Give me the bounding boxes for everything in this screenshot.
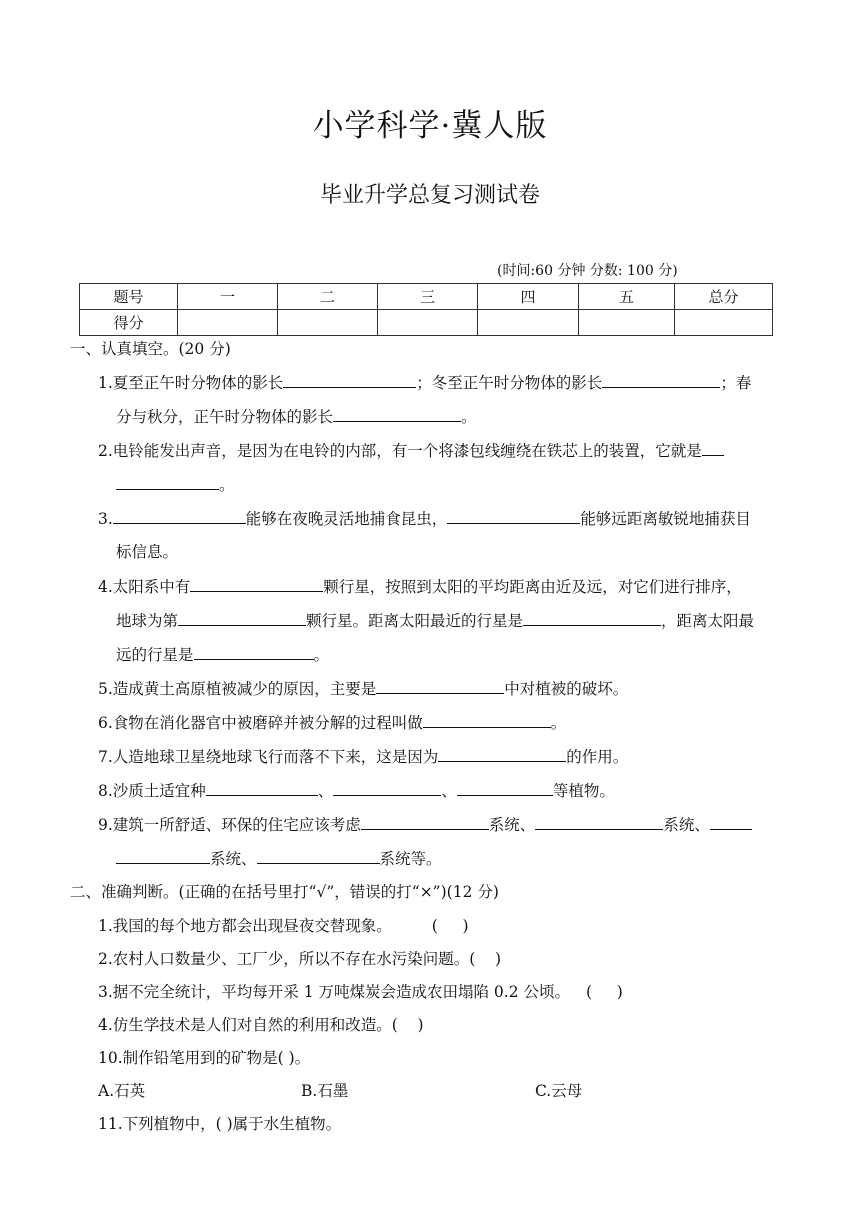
question-text: ；春 [720, 374, 752, 392]
score-cell[interactable] [675, 310, 773, 336]
answer-parentheses[interactable]: ( ) [431, 917, 469, 935]
question-1-line1 [98, 371, 751, 394]
judgement-1 [98, 915, 469, 937]
page-title: 小学科学·冀人版 [312, 108, 548, 144]
choice-10-option-a[interactable]: A.石英 [98, 1082, 146, 1100]
answer-parentheses[interactable]: ( ) [469, 950, 502, 968]
question-3-line2: 标信息。 [116, 543, 179, 561]
score-header-cell: 四 [478, 284, 579, 310]
answer-blank[interactable] [710, 813, 752, 830]
answer-blank[interactable] [113, 507, 246, 524]
question-1-line2 [116, 405, 477, 428]
question-text: 中对植被的破坏。 [504, 680, 629, 698]
question-text: 5.造成黄土高原植被减少的原因，主要是 [98, 680, 377, 698]
question-4-line2 [116, 609, 754, 632]
answer-blank[interactable] [194, 643, 314, 660]
question-text: 。 [219, 476, 235, 494]
question-9-line2 [116, 847, 442, 870]
answer-blank[interactable] [535, 813, 663, 830]
answer-blank[interactable] [190, 575, 323, 592]
page-subtitle: 毕业升学总复习测试卷 [319, 183, 540, 208]
question-text: 8.沙质土适宜种 [98, 782, 206, 800]
question-text: 。 [313, 646, 330, 664]
answer-blank[interactable] [361, 813, 489, 830]
answer-blank[interactable] [283, 371, 416, 388]
answer-parentheses[interactable]: ( ) [391, 1016, 424, 1034]
score-header-cell: 题号 [80, 284, 178, 310]
question-text: ；冬至正午时分物体的影长 [416, 374, 603, 392]
choice-10-option-b[interactable]: B.石墨 [301, 1082, 349, 1100]
answer-blank[interactable] [333, 405, 461, 422]
score-header-cell: 二 [278, 284, 378, 310]
score-cell[interactable] [478, 310, 579, 336]
score-cell[interactable] [378, 310, 478, 336]
answer-blank[interactable] [206, 779, 318, 796]
score-table-score-row [80, 310, 773, 336]
question-text: 能够在夜晚灵活地捕食昆虫， [245, 510, 448, 528]
score-cell[interactable] [178, 310, 278, 336]
answer-blank[interactable] [333, 779, 441, 796]
question-text: 的作用。 [566, 748, 629, 766]
question-text: 颗行星。距离太阳最近的行星是 [306, 612, 524, 630]
answer-blank[interactable] [523, 609, 661, 626]
question-4-line3 [116, 643, 329, 666]
answer-blank[interactable] [376, 677, 504, 694]
score-header-cell: 五 [579, 284, 675, 310]
question-7 [98, 745, 628, 768]
question-text: 、 [441, 782, 457, 800]
question-text: 地球为第 [116, 612, 179, 630]
question-text: 等植物。 [552, 782, 615, 800]
question-text: 分与秋分，正午时分物体的影长 [116, 408, 334, 426]
question-text: 1.我国的每个地方都会出现昼夜交替现象。 [98, 917, 392, 935]
question-text: 。 [461, 408, 477, 426]
score-header-cell: 三 [378, 284, 478, 310]
answer-blank[interactable] [178, 609, 306, 626]
answer-blank[interactable] [702, 439, 724, 456]
score-header-cell: 总分 [675, 284, 773, 310]
score-table [79, 283, 773, 336]
question-text: ，距离太阳最 [661, 612, 755, 630]
question-text: 2.农村人口数量少、工厂少，所以不存在水污染问题。 [98, 950, 470, 968]
question-text: 系统、 [210, 850, 257, 868]
answer-blank[interactable] [116, 847, 210, 864]
question-text: 2.电铃能发出声音，是因为在电铃的内部，有一个将漆包线缠绕在铁芯上的装置，它就是 [98, 442, 702, 460]
question-3-line1 [98, 507, 751, 530]
question-9-line1 [98, 813, 752, 836]
answer-blank[interactable] [457, 779, 553, 796]
question-5 [98, 677, 628, 700]
question-2-line1 [98, 439, 724, 462]
question-text: 4.太阳系中有 [98, 578, 191, 596]
question-4-line1 [98, 575, 742, 598]
question-text: 9.建筑一所舒适、环保的住宅应该考虑 [98, 816, 361, 834]
question-text: 。 [550, 714, 567, 732]
choice-11: 11.下列植物中，( )属于水生植物。 [98, 1115, 342, 1133]
section1-heading: 一、认真填空。(20 分) [70, 340, 231, 358]
answer-parentheses[interactable]: ( ) [586, 983, 623, 1001]
score-cell[interactable] [579, 310, 675, 336]
answer-blank[interactable] [423, 711, 551, 728]
answer-blank[interactable] [447, 507, 580, 524]
exam-meta: (时间:60 分钟 分数: 100 分) [497, 263, 678, 279]
question-text: 4.仿生学技术是人们对自然的利用和改造。 [98, 1016, 392, 1034]
question-text: 、 [317, 782, 334, 800]
score-header-cell: 一 [178, 284, 278, 310]
answer-blank[interactable] [257, 847, 380, 864]
score-table-header-row [80, 284, 773, 310]
question-text: 1.夏至正午时分物体的影长 [98, 374, 284, 392]
answer-blank[interactable] [438, 745, 566, 762]
question-text: 远的行星是 [116, 646, 194, 664]
answer-blank[interactable] [116, 473, 219, 490]
section2-heading: 二、准确判断。(正确的在括号里打“√”，错误的打“×”)(12 分) [70, 883, 499, 901]
judgement-3 [98, 981, 623, 1003]
question-text: 能够远距离敏锐地捕获目 [580, 510, 751, 528]
score-cell[interactable] [278, 310, 378, 336]
judgement-2 [98, 948, 501, 970]
score-row-label: 得分 [80, 310, 178, 336]
judgement-4 [98, 1014, 424, 1036]
question-text: 6.食物在消化器官中被磨碎并被分解的过程叫做 [98, 714, 423, 732]
question-text: 系统等。 [379, 850, 442, 868]
question-8 [98, 779, 615, 802]
question-2-line2 [116, 473, 235, 496]
question-text: 3. [98, 510, 113, 528]
question-text: 7.人造地球卫星绕地球飞行而落不下来，这是因为 [98, 748, 439, 766]
question-text: 系统、 [663, 816, 710, 834]
answer-blank[interactable] [602, 371, 720, 388]
choice-10: 10.制作铅笔用到的矿物是( )。 [98, 1049, 311, 1067]
question-6 [98, 711, 566, 734]
choice-10-option-c[interactable]: C.云母 [535, 1082, 583, 1100]
question-text: 系统、 [488, 816, 536, 834]
question-text: 颗行星，按照到太阳的平均距离由近及远，对它们进行排序， [323, 578, 742, 596]
question-text: 3.据不完全统计，平均每开采 1 万吨煤炭会造成农田塌陷 0.2 公顷。 [98, 983, 571, 1001]
